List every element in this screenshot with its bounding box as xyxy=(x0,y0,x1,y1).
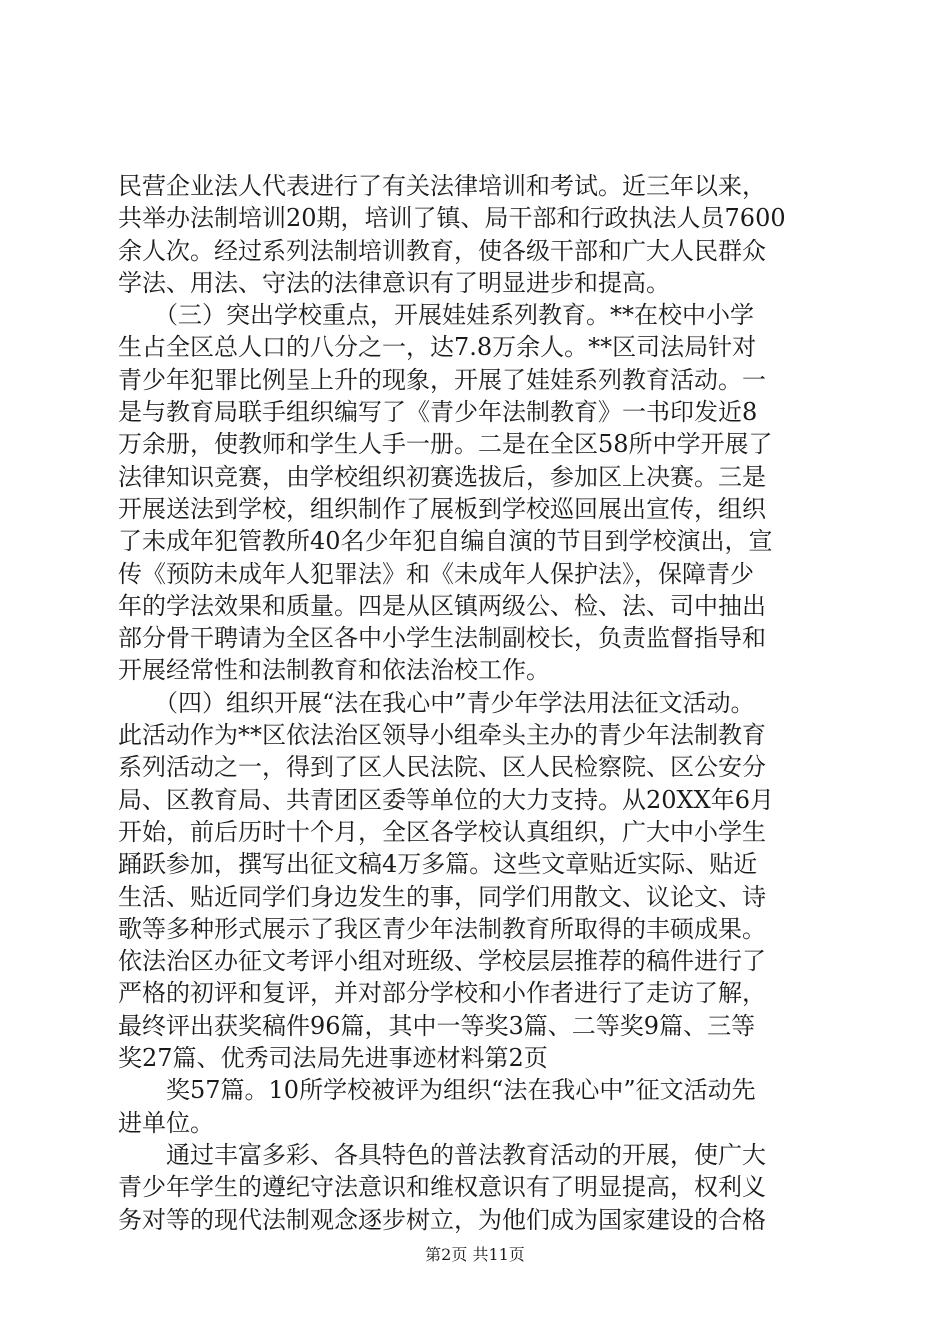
page-footer xyxy=(0,1242,950,1265)
text-line: 民营企业法人代表进行了有关法律培训和考试。近三年以来， xyxy=(118,172,766,200)
text-line: 是与教育局联手组织编写了《青少年法制教育》一书印发近8 xyxy=(118,398,758,427)
text-line: 开展经常性和法制教育和依法治校工作。 xyxy=(118,656,550,685)
text-line: 务对等的现代法制观念逐步树立，为他们成为国家建设的合格 xyxy=(118,1205,766,1234)
text-line: （三）突出学校重点，开展娃娃系列教育。**在校中小学 xyxy=(118,301,754,330)
text-line: 共举办法制培训20期，培训了镇、局干部和行政执法人员7600 xyxy=(118,204,786,233)
text-line: 生活、贴近同学们身边发生的事，同学们用散文、议论文、诗 xyxy=(118,882,766,911)
text-line: 年的学法效果和质量。四是从区镇两级公、检、法、司中抽出 xyxy=(118,591,766,620)
text-line: 学法、用法、守法的法律意识有了明显进步和提高。 xyxy=(118,268,670,297)
text-line: 法律知识竞赛，由学校组织初赛选拔后，参加区上决赛。三是 xyxy=(118,462,766,491)
text-line: 部分骨干聘请为全区各中小学生法制副校长，负责监督指导和 xyxy=(118,624,766,653)
text-line: 歌等多种形式展示了我区青少年法制教育所取得的丰硕成果。 xyxy=(118,914,766,943)
text-line: 通过丰富多彩、各具特色的普法教育活动的开展，使广大 xyxy=(118,1140,766,1169)
text-line: 奖27篇、优秀司法局先进事迹材料第2页 xyxy=(118,1044,548,1073)
text-line: 传《预防未成年人犯罪法》和《未成年人保护法》，保障青少 xyxy=(118,559,754,588)
text-line: 万余册，使教师和学生人手一册。二是在全区58所中学开展了 xyxy=(118,430,773,459)
body-text xyxy=(118,170,858,1236)
text-line: 青少年犯罪比例呈上升的现象，开展了娃娃系列教育活动。一 xyxy=(118,365,766,394)
text-line: 了未成年犯管教所40名少年犯自编自演的节目到学校演出，宣 xyxy=(118,527,773,556)
text-line: 开展送法到学校，组织制作了展板到学校巡回展出宣传，组织 xyxy=(118,494,766,523)
text-line: 严格的初评和复评，并对部分学校和小作者进行了走访了解， xyxy=(118,979,766,1008)
page-number: 第2页 共11页 xyxy=(425,1245,525,1264)
text-line: 生占全区总人口的八分之一，达7.8万余人。**区司法局针对 xyxy=(118,333,757,362)
text-line: 此活动作为**区依法治区领导小组牵头主办的青少年法制教育 xyxy=(118,721,766,750)
text-line: （四）组织开展“法在我心中”青少年学法用法征文活动。 xyxy=(118,688,755,717)
text-line: 青少年学生的遵纪守法意识和维权意识有了明显提高，权利义 xyxy=(118,1173,766,1202)
text-line: 局、区教育局、共青团区委等单位的大力支持。从20XX年6月 xyxy=(118,785,774,814)
text-line: 最终评出获奖稿件96篇，其中一等奖3篇、二等奖9篇、三等 xyxy=(118,1011,756,1040)
text-line: 开始，前后历时十个月，全区各学校认真组织，广大中小学生 xyxy=(118,817,766,846)
text-line: 依法治区办征文考评小组对班级、学校层层推荐的稿件进行了 xyxy=(118,947,766,976)
text-line: 进单位。 xyxy=(118,1108,214,1137)
text-line: 余人次。经过系列法制培训教育，使各级干部和广大人民群众 xyxy=(118,236,766,265)
text-line: 奖57篇。10所学校被评为组织“法在我心中”征文活动先 xyxy=(118,1076,756,1105)
text-line: 踊跃参加，撰写出征文稿4万多篇。这些文章贴近实际、贴近 xyxy=(118,850,758,879)
text-line: 系列活动之一，得到了区人民法院、区人民检察院、区公安分 xyxy=(118,753,766,782)
